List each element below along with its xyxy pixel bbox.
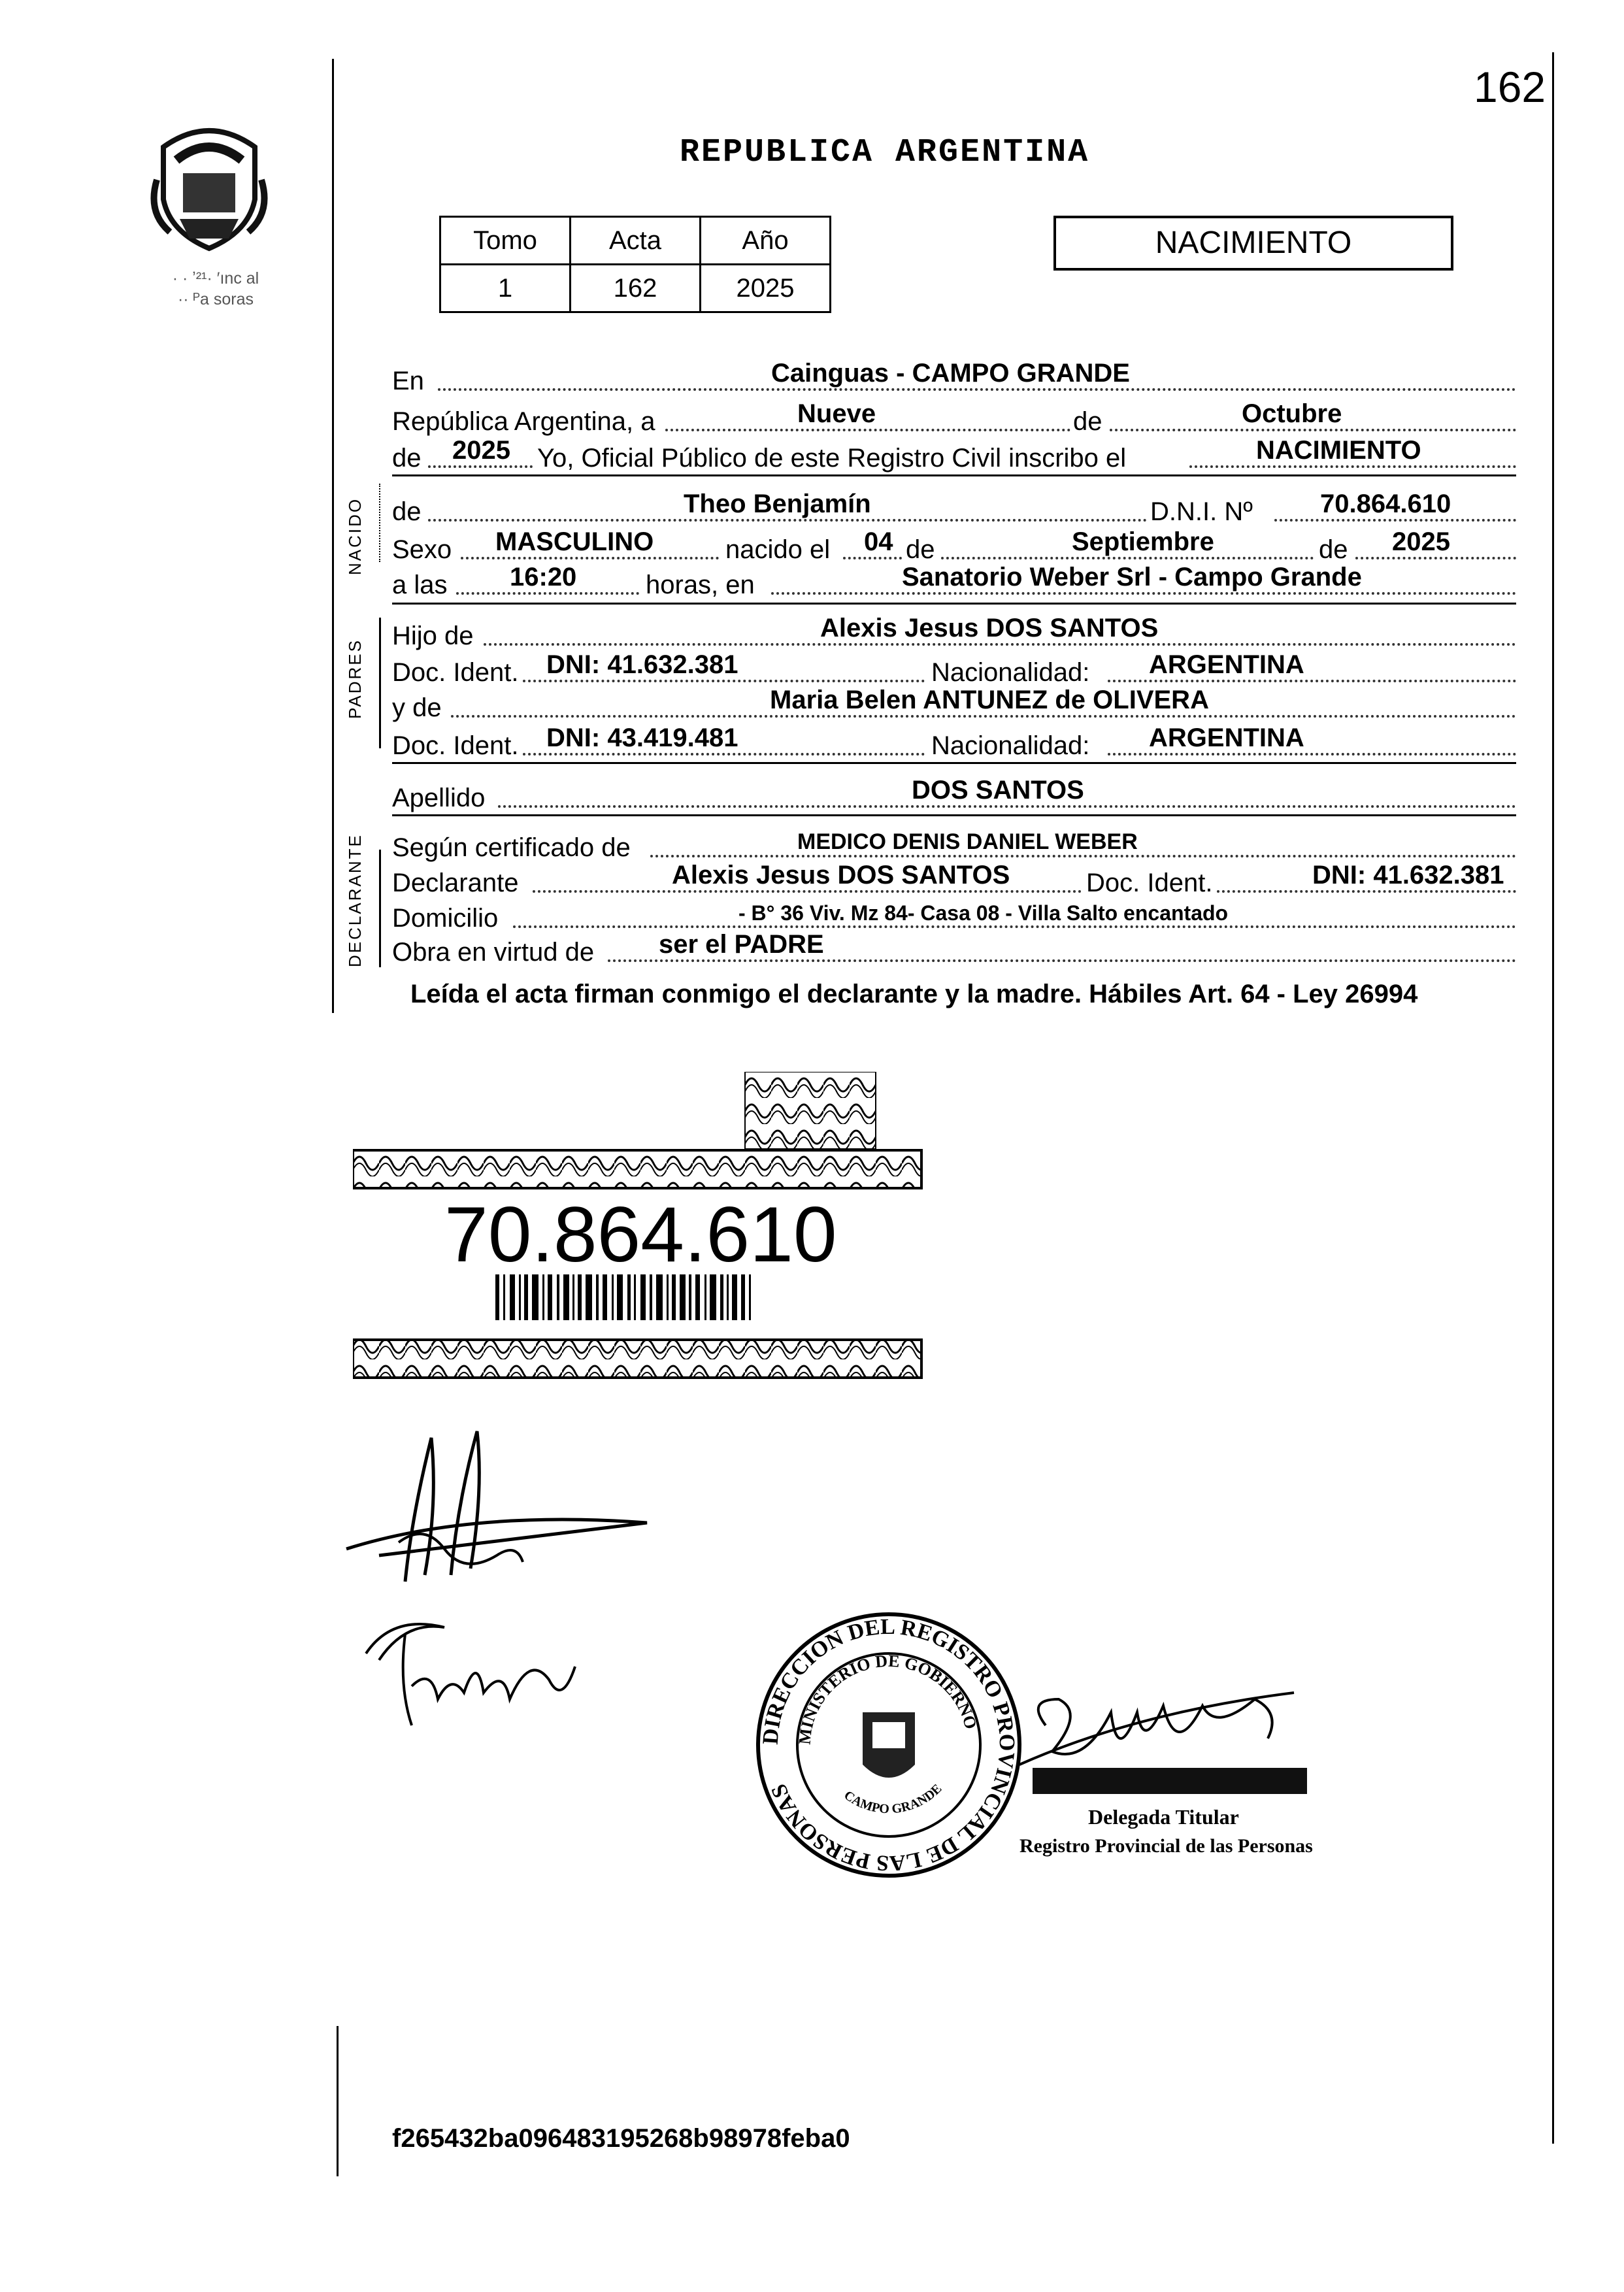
row-padre [392,614,1516,652]
value-declarante-doc: DNI: 41.632.381 [1312,861,1504,889]
value-nombre: Theo Benjamín [684,490,871,518]
dots [533,890,1082,893]
legal-text: Leída el acta firman conmigo el declarante y la madre. Hábiles Art. 64 - Ley 26994 [410,980,1418,1008]
section-rule [392,474,1516,476]
row-madre [392,686,1516,724]
value-obra: ser el PADRE [659,930,824,959]
value-madre: Maria Belen ANTUNEZ de OLIVERA [770,686,1209,714]
label-alas: a las [392,571,448,599]
dots [461,557,719,559]
value-nacido-dia: 04 [864,527,893,556]
dots [428,519,1147,522]
section-label-padres: PADRES [345,639,365,719]
right-margin-line [1552,52,1554,2144]
value-sexo: MASCULINO [495,527,654,556]
row-nombre [392,490,1516,528]
dots [523,753,925,756]
registry-table-value-row [440,265,831,312]
seal-caption-line: ·· ᴾa soras [177,290,254,308]
label-apellido: Apellido [392,784,486,812]
country-title-text: REPUBLICA ARGENTINA [680,134,1090,171]
value-hora: 16:20 [510,563,577,591]
dots [941,557,1314,559]
row-obra [392,931,1516,969]
row-certificado [392,826,1516,864]
label-nacionalidad: Nacionalidad: [931,731,1090,760]
label-dni: D.N.I. Nº [1150,497,1253,526]
section-label-declarante: DECLARANTE [345,833,365,967]
row-apellido [392,776,1516,814]
value-lugar-nacimiento: Sanatorio Weber Srl - Campo Grande [902,563,1362,591]
seal-caption-line: · · ʼ²¹· ′ınc al [172,269,259,288]
dni-sticker [353,1072,935,1386]
value-apellido: DOS SANTOS [912,776,1084,805]
value-padre: Alexis Jesus DOS SANTOS [820,614,1159,642]
dots [513,925,1516,928]
value-madre-doc: DNI: 43.419.481 [546,723,738,752]
province-seal [144,121,274,258]
row-en [392,359,1516,397]
label-nacido-de2: de [1319,535,1348,564]
label-obra: Obra en virtud de [392,938,595,967]
label-oficial: Yo, Oficial Público de este Registro Civil inscribo el [537,444,1127,473]
label-en: En [392,367,424,395]
dots [608,959,1516,962]
dots [438,388,1516,391]
dots [456,592,639,595]
row-madre-doc [392,724,1516,762]
dots [1108,753,1516,756]
seal-caption [124,268,307,310]
value-nacido-mes: Septiembre [1072,527,1214,556]
dots [484,643,1516,646]
dots [498,805,1516,808]
label-domicilio: Domicilio [392,904,499,933]
value-domicilio: - B° 36 Viv. Mz 84- Casa 08 - Villa Salto encantado [738,901,1229,925]
dni-sticker-number: 70.864.610 [444,1191,837,1278]
section-rule [392,762,1516,764]
registry-header-tomo: Tomo [440,217,571,265]
label-doc-ident: Doc. Ident. [392,658,519,687]
dots [1274,519,1516,522]
label-doc-ident: Doc. Ident. [392,731,519,760]
delegada-name-stamp [1033,1768,1307,1794]
stamp-bottom-text: CAMPO GRANDE [841,1781,945,1817]
registry-header-anio: Año [701,217,831,265]
declarante-bar [379,850,381,967]
country-title [680,131,1089,171]
row-republica [392,400,1516,438]
nacido-bar [379,484,382,562]
stamp-ring-outer: DIRECCION DEL REGISTRO PROVINCIAL DE LAS PERSONAS [758,1614,1019,1876]
label-de: de [1073,407,1102,436]
value-padre-doc: DNI: 41.632.381 [546,650,738,679]
dots [1355,557,1516,559]
dots [650,855,1516,857]
label-nacido: nacido el [725,535,831,564]
registry-header-acta: Acta [571,217,701,265]
value-certificado: MEDICO DENIS DANIEL WEBER [797,829,1138,854]
dots [665,429,1070,431]
value-madre-nacionalidad: ARGENTINA [1149,723,1304,752]
act-type-box: NACIMIENTO [1053,216,1453,271]
value-declarante: Alexis Jesus DOS SANTOS [672,861,1010,889]
dots [1217,890,1516,893]
label-sexo: Sexo [392,535,452,564]
delegada-title: Delegada Titular [1088,1805,1239,1829]
label-anio-prefix: de [392,444,422,473]
document-hash: f265432ba096483195268b98978feba0 [392,2124,850,2153]
registry-value-anio: 2025 [701,265,831,312]
section-label-nacido: NACIDO [345,497,365,575]
stamp-ring-inner: MINISTERIO DE GOBIERNO [795,1651,981,1746]
registry-table [439,216,831,313]
section-rule [392,814,1516,816]
dots [1189,465,1516,468]
svg-text:CAMPO GRANDE [841,1782,944,1817]
row-sexo [392,528,1516,566]
label-nombre: de [392,497,422,526]
label-republica: República Argentina, a [392,407,655,436]
dots [451,715,1516,718]
value-lugar: Cainguas - CAMPO GRANDE [771,359,1130,388]
dots [428,465,533,468]
padres-bar [379,618,381,748]
row-declarante [392,861,1516,899]
label-nacionalidad: Nacionalidad: [931,658,1090,687]
declarante-signature [340,1425,680,1595]
registry-table-header-row [440,217,831,265]
label-declarante: Declarante [392,869,519,897]
value-dia: Nueve [797,399,876,428]
dots [523,680,925,682]
value-dni: 70.864.610 [1320,490,1451,518]
page-number: 162 [1474,63,1546,111]
section-rule [392,603,1516,605]
label-certificado: Según certificado de [392,833,631,862]
value-padre-nacionalidad: ARGENTINA [1149,650,1304,679]
official-stamp [752,1608,1026,1882]
label-hijo-de: Hijo de [392,622,474,650]
delegada-org: Registro Provincial de las Personas [1019,1835,1313,1857]
value-inscribe: NACIMIENTO [1256,436,1421,465]
row-domicilio [392,897,1516,935]
left-margin-line [332,59,334,1013]
left-margin-line-lower [337,2026,339,2176]
value-nacido-anio: 2025 [1392,527,1450,556]
row-padre-doc [392,651,1516,689]
madre-signature [353,1614,601,1732]
value-mes: Octubre [1242,399,1342,428]
registry-value-acta: 162 [571,265,701,312]
registry-value-tomo: 1 [440,265,571,312]
label-nacido-de: de [906,535,935,564]
row-hora [392,563,1516,601]
label-y-de: y de [392,693,442,722]
label-declarante-doc: Doc. Ident. [1086,869,1213,897]
value-anio: 2025 [452,436,510,465]
dots [1108,680,1516,682]
dots [843,557,902,559]
row-anio-inscripcion [392,437,1516,474]
dots [1110,429,1516,431]
dots [771,592,1516,595]
label-horas-en: horas, en [646,571,755,599]
